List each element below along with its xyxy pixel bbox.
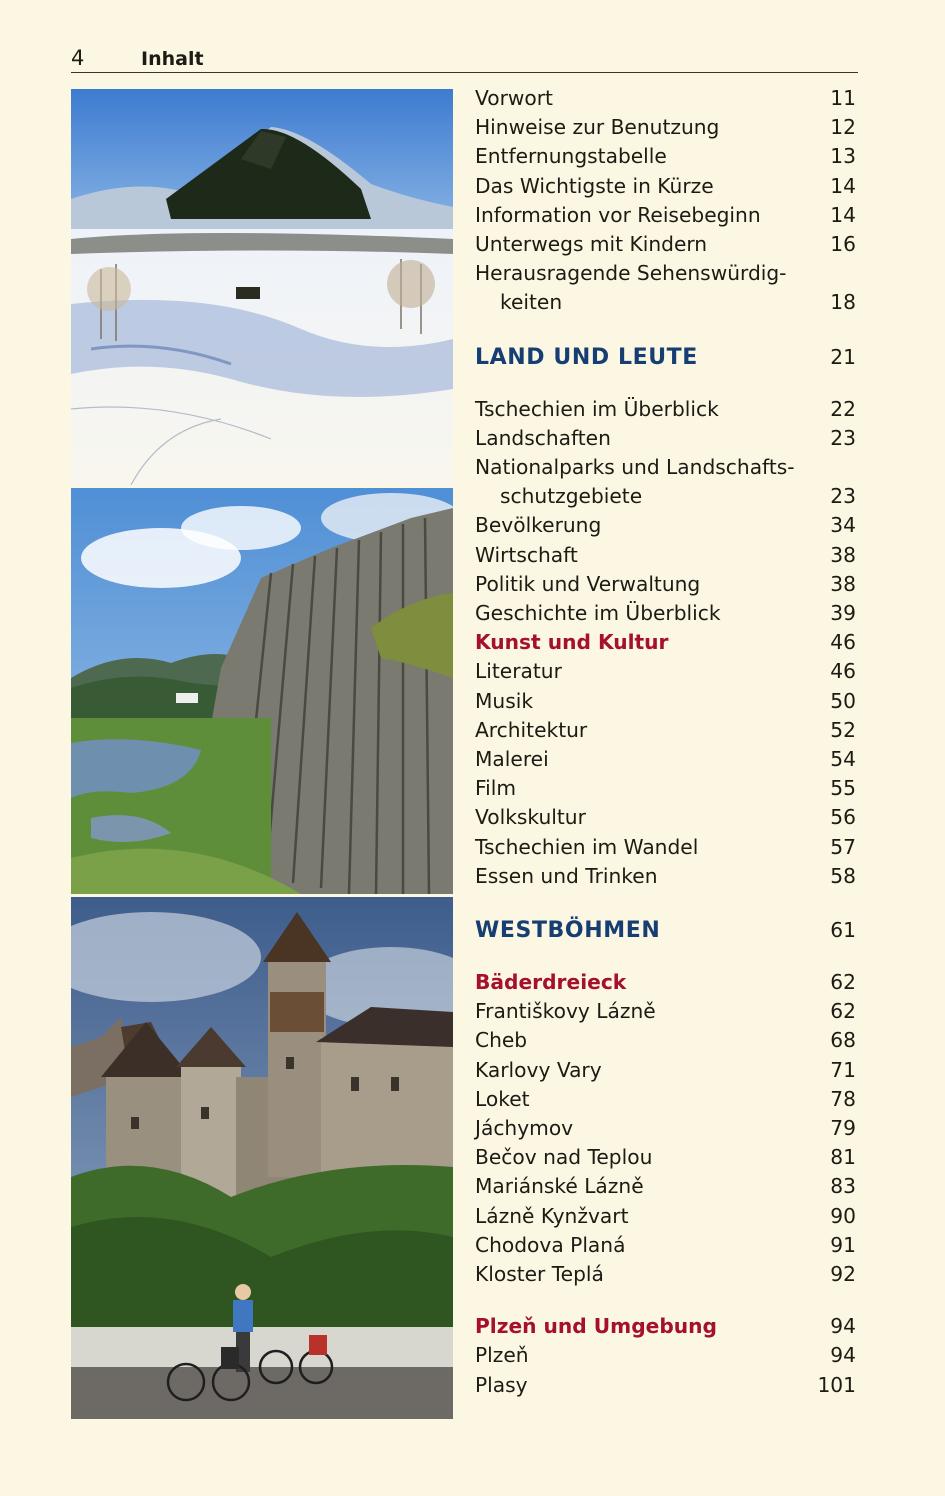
chapter-heading-land-und-leute[interactable]: LAND UND LEUTE 21	[475, 344, 856, 370]
toc-subsection-kunst-und-kultur[interactable]: Kunst und Kultur 46	[475, 630, 856, 655]
toc-entry[interactable]: Plzeň 94	[475, 1343, 856, 1368]
toc-entry[interactable]: Landschaften 23	[475, 425, 856, 450]
page-number: 4	[71, 46, 85, 70]
toc-subsection-plzen[interactable]: Plzeň und Umgebung 94	[475, 1314, 856, 1339]
toc-entry[interactable]: Volkskultur 56	[475, 805, 856, 830]
toc-entry[interactable]: Essen und Trinken 58	[475, 863, 856, 888]
toc-entry-continuation[interactable]: schutzgebiete 23	[500, 484, 856, 509]
toc-entry[interactable]: Cheb 68	[475, 1028, 856, 1053]
toc-entry[interactable]: Film 55	[475, 776, 856, 801]
toc-entry[interactable]: Loket 78	[475, 1086, 856, 1111]
toc-entry[interactable]: Wirtschaft 38	[475, 542, 856, 567]
toc-entry[interactable]: Tschechien im Wandel 57	[475, 834, 856, 859]
toc-entry[interactable]: Plasy 101	[475, 1372, 856, 1397]
toc-entry[interactable]: Mariánské Lázně 83	[475, 1174, 856, 1199]
section-title: Inhalt	[141, 48, 204, 70]
toc-entry[interactable]: Bečov nad Teplou 81	[475, 1145, 856, 1170]
toc-entry[interactable]: Lázně Kynžvart 90	[475, 1203, 856, 1228]
toc-entry[interactable]: Františkovy Lázně 62	[475, 999, 856, 1024]
toc-entry[interactable]: Bevölkerung 34	[475, 513, 856, 538]
toc-entry-continuation[interactable]: keiten 18	[500, 290, 856, 315]
toc-entry[interactable]: Entfernungstabelle 13	[475, 144, 856, 169]
page-header	[71, 44, 858, 73]
toc-entry[interactable]: Jáchymov 79	[475, 1116, 856, 1140]
toc-entry[interactable]: Politik und Verwaltung 38	[475, 571, 856, 596]
toc-entry[interactable]: Hinweise zur Benutzung 12	[475, 115, 856, 140]
toc-entry[interactable]: Nationalparks und Landschafts-	[475, 455, 795, 480]
toc-entry[interactable]: Unterwegs mit Kindern 16	[475, 231, 856, 256]
toc-entry[interactable]: Information vor Reisebeginn 14	[475, 202, 856, 227]
toc-entry[interactable]: Architektur 52	[475, 717, 856, 742]
toc-entry[interactable]: Tschechien im Überblick 22	[475, 396, 856, 421]
toc-entry[interactable]: Literatur 46	[475, 659, 856, 684]
toc-entry[interactable]: Malerei 54	[475, 746, 856, 771]
winter-landscape-photo	[71, 89, 453, 485]
toc-entry[interactable]: Chodova Planá 91	[475, 1232, 856, 1257]
toc-entry[interactable]: Vorwort 11	[475, 86, 856, 110]
basalt-cliffs-photo	[71, 488, 453, 894]
table-of-contents	[475, 84, 858, 1400]
toc-entry[interactable]: Das Wichtigste in Kürze 14	[475, 173, 856, 198]
toc-entry[interactable]: Herausragende Sehenswürdig-	[475, 261, 787, 286]
toc-entry[interactable]: Geschichte im Überblick 39	[475, 601, 856, 625]
toc-entry[interactable]: Kloster Teplá 92	[475, 1261, 856, 1286]
toc-subsection-baederdreieck[interactable]: Bäderdreieck 62	[475, 970, 856, 995]
castle-cyclist-photo	[71, 897, 453, 1419]
toc-entry[interactable]: Musik 50	[475, 688, 856, 713]
chapter-heading-westboehmen[interactable]: WESTBÖHMEN 61	[475, 917, 856, 943]
toc-entry[interactable]: Karlovy Vary 71	[475, 1057, 856, 1082]
